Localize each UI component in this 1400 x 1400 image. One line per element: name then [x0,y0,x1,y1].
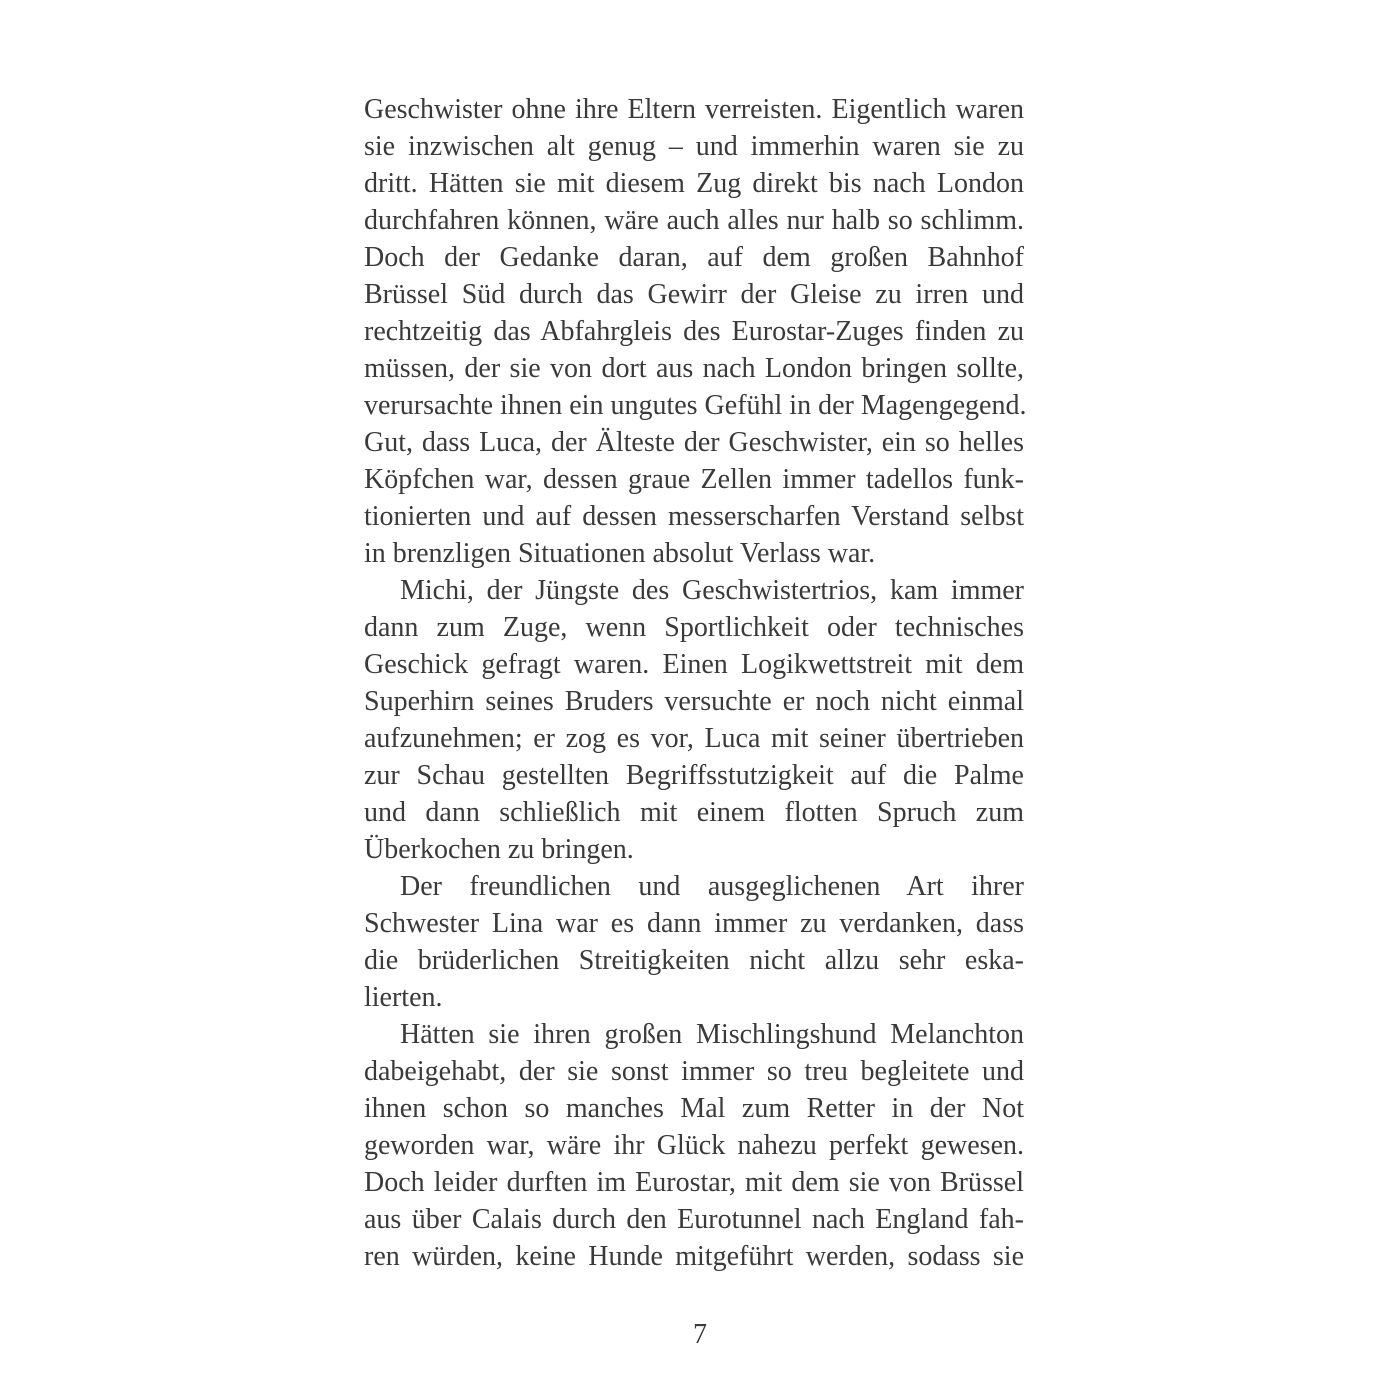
text-line: Geschwister ohne ihre Eltern verreisten. Eigentlich waren [364,94,1024,125]
text-line: rechtzeitig das Abfahrgleis des Eurostar-Zuges finden zu [364,316,1024,347]
text-line: Geschick gefragt waren. Einen Logikwettstreit mit dem [364,649,1024,680]
text-line: Doch leider durften im Eurostar, mit dem sie von Brüssel [364,1167,1024,1198]
text-line: Überkochen zu bringen. [364,834,634,865]
text-line: Schwester Lina war es dann immer zu verdanken, dass [364,908,1024,939]
page-number: 7 [693,1319,707,1350]
text-line: ihnen schon so manches Mal zum Retter in der Not [364,1093,1024,1124]
text-line: ren würden, keine Hunde mitgeführt werden, sodass sie [364,1241,1024,1272]
text-line: Köpfchen war, dessen graue Zellen immer tadellos funk- [364,464,1024,495]
text-line: Brüssel Süd durch das Gewirr der Gleise zu irren und [364,279,1024,310]
text-line: Michi, der Jüngste des Geschwistertrios, kam immer [400,575,1024,606]
text-line: die brüderlichen Streitigkeiten nicht allzu sehr eska- [364,945,1024,976]
text-line: dabeigehabt, der sie sonst immer so treu begleitete und [364,1056,1024,1087]
text-line: lierten. [364,982,443,1013]
text-line: Gut, dass Luca, der Älteste der Geschwister, ein so helles [364,427,1024,458]
text-line: zur Schau gestellten Begriffsstutzigkeit auf die Palme [364,760,1024,791]
text-line: dann zum Zuge, wenn Sportlichkeit oder technisches [364,612,1024,643]
text-line: sie inzwischen alt genug – und immerhin waren sie zu [364,131,1024,162]
text-line: Doch der Gedanke daran, auf dem großen Bahnhof [364,242,1024,273]
text-line: verursachte ihnen ein ungutes Gefühl in der Magengegend. [364,390,1027,421]
text-line: Hätten sie ihren großen Mischlingshund Melanchton [400,1019,1024,1050]
text-line: müssen, der sie von dort aus nach London bringen sollte, [364,353,1024,384]
text-line: aus über Calais durch den Eurotunnel nach England fah- [364,1204,1024,1235]
text-line: tionierten und auf dessen messerscharfen Verstand selbst [364,501,1024,532]
text-line: geworden war, wäre ihr Glück nahezu perfekt gewesen. [364,1130,1024,1161]
text-line: in brenzligen Situationen absolut Verlass war. [364,538,876,569]
text-line: durchfahren können, wäre auch alles nur halb so schlimm. [364,205,1024,236]
text-line: aufzunehmen; er zog es vor, Luca mit seiner übertrieben [364,723,1024,754]
text-line: Superhirn seines Bruders versuchte er noch nicht einmal [364,686,1024,717]
text-line: dritt. Hätten sie mit diesem Zug direkt bis nach London [364,168,1024,199]
text-line: und dann schließlich mit einem flotten Spruch zum [364,797,1024,828]
text-line: Der freundlichen und ausgeglichenen Art ihrer [400,871,1024,902]
body-text [364,91,1027,1275]
